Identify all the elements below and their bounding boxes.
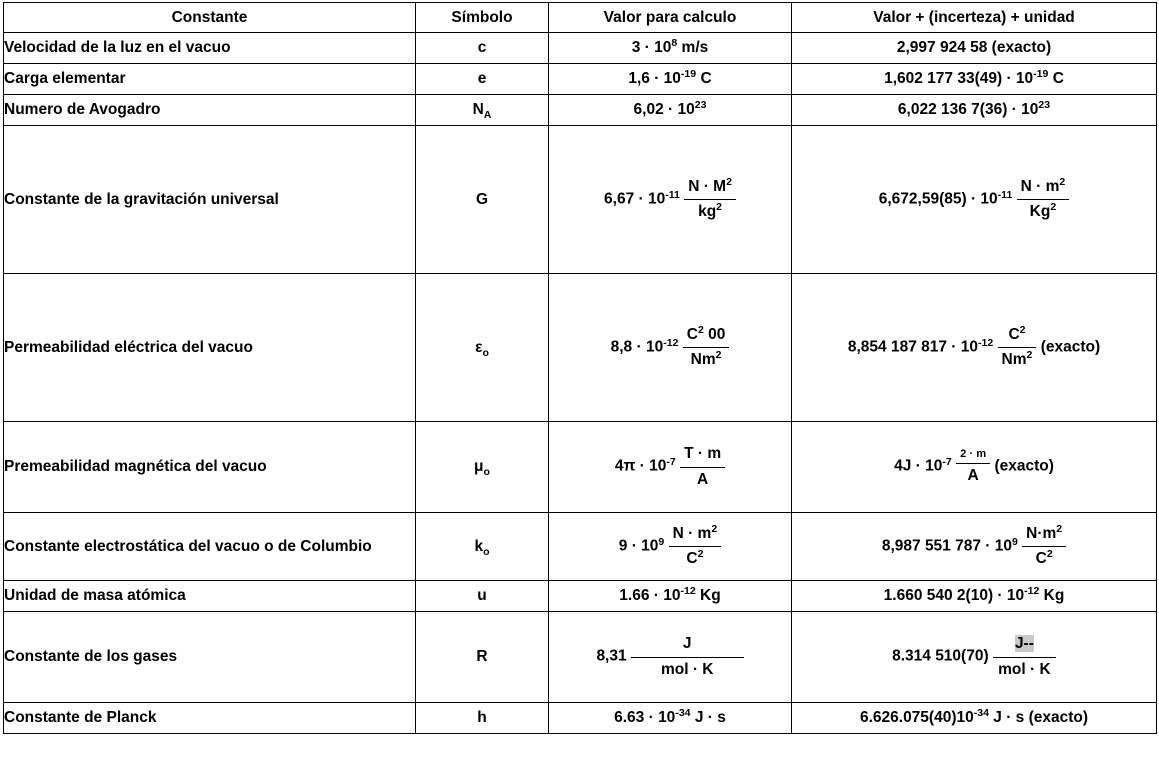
constant-calc-value [549, 612, 792, 703]
calc-mantissa: 6,67 · 10 [604, 190, 666, 208]
exact-mantissa: 1.660 540 2(10) · 10 [883, 586, 1025, 604]
exact-note: (exacto) [994, 457, 1054, 475]
exact-mantissa: 6,672,59(85) · 10 [878, 190, 998, 208]
exact-exponent: -12 [1024, 584, 1040, 597]
fraction-denominator-exponent: 2 [1026, 348, 1033, 361]
symbol-base: ε [475, 338, 483, 356]
table-row [4, 422, 1157, 513]
exact-unit: Kg [1039, 586, 1065, 604]
fraction-numerator-exponent: 2 [697, 323, 704, 336]
fraction-denominator-text: C [686, 550, 698, 567]
table-row [4, 64, 1157, 95]
fraction-denominator-exponent: 2 [1050, 200, 1057, 213]
fraction-numerator: 2 · m [956, 446, 990, 464]
calc-exponent: 8 [671, 36, 678, 49]
constant-name: Permeabilidad eléctrica del vacuo [4, 274, 416, 422]
symbol-subscript: o [483, 545, 490, 558]
constant-calc-value [549, 703, 792, 734]
calc-mantissa: 4π · 10 [614, 457, 667, 475]
exact-unit-fraction [1022, 523, 1066, 571]
symbol-base: N [472, 101, 484, 118]
fraction-numerator-text: N · m [672, 524, 712, 542]
constant-name: Unidad de masa atómica [4, 581, 416, 612]
fraction-numerator [1022, 523, 1066, 547]
calc-unit-fraction [684, 176, 736, 224]
fraction-denominator [669, 547, 722, 570]
fraction-denominator [1017, 200, 1070, 223]
constant-exact-value [792, 703, 1157, 734]
table-row [4, 612, 1157, 703]
fraction-numerator-text: J-- [1014, 635, 1034, 653]
column-header-valor-calculo: Valor para calculo [549, 3, 792, 33]
fraction-denominator [684, 200, 736, 223]
fraction-denominator: mol · K [998, 660, 1051, 678]
calc-unit: Kg [695, 586, 721, 604]
fraction-numerator-text: N · m [1020, 177, 1060, 195]
constant-exact-value [792, 126, 1157, 274]
fraction-numerator-text: C [686, 325, 698, 343]
fraction-denominator-text: kg [698, 203, 717, 220]
calc-exponent: 23 [694, 98, 707, 111]
constant-exact-value [792, 274, 1157, 422]
fraction-denominator [683, 348, 730, 371]
exact-mantissa: 8,854 187 817 · 10 [847, 338, 978, 356]
fraction-denominator-text: C [1035, 550, 1047, 567]
constant-name: Constante de la gravitación universal [4, 126, 416, 274]
fraction-numerator [1017, 176, 1070, 200]
calc-unit: J · s [690, 708, 726, 726]
fraction-numerator [684, 176, 736, 200]
exact-exponent: -12 [978, 336, 994, 349]
table-row [4, 274, 1157, 422]
constant-symbol [416, 513, 549, 581]
table-row [4, 581, 1157, 612]
fraction-denominator-exponent: 2 [697, 547, 704, 560]
calc-exponent: -12 [663, 336, 679, 349]
exact-exponent: -19 [1033, 67, 1049, 80]
physical-constants-table [3, 2, 1157, 734]
symbol-subscript: o [483, 466, 490, 479]
exact-note: (exacto) [1040, 338, 1101, 356]
calc-mantissa: 1,6 · 10 [628, 69, 681, 87]
column-header-constante: Constante [4, 3, 416, 33]
constant-exact-value [792, 422, 1157, 513]
exact-unit: C [1048, 69, 1064, 87]
exact-exponent: 23 [1038, 98, 1051, 111]
column-header-valor-incerteza: Valor + (incerteza) + unidad [792, 3, 1157, 33]
fraction-numerator [998, 324, 1037, 348]
exact-mantissa: 6.626.075(40)10 [859, 708, 974, 726]
table-header-row [4, 3, 1157, 33]
constant-name: Numero de Avogadro [4, 95, 416, 126]
exact-unit-fraction [998, 324, 1037, 372]
exact-mantissa: 8,987 551 787 · 10 [881, 537, 1012, 555]
calc-unit-fraction [631, 633, 744, 681]
calc-exponent: -12 [680, 584, 696, 597]
fraction-numerator [669, 523, 722, 547]
fraction-numerator [683, 324, 730, 348]
fraction-numerator-exponent: 2 [711, 522, 718, 535]
constant-name: Premeabilidad magnética del vacuo [4, 422, 416, 513]
constant-symbol: h [416, 703, 549, 734]
fraction-denominator-exponent: 2 [715, 348, 722, 361]
constant-exact-value: 2,997 924 58 (exacto) [792, 33, 1157, 64]
exact-exponent: -34 [973, 706, 989, 719]
symbol-subscript: o [482, 346, 489, 359]
fraction-denominator-text: Kg [1029, 203, 1051, 220]
fraction-denominator [1022, 547, 1066, 570]
exact-unit: J · s (exacto) [988, 708, 1089, 726]
calc-exponent: -34 [675, 706, 691, 719]
constant-calc-value [549, 64, 792, 95]
calc-unit: m/s [677, 38, 709, 56]
calc-mantissa: 1.66 · 10 [619, 586, 681, 604]
constant-calc-value [549, 126, 792, 274]
fraction-numerator-exponent: 2 [1019, 323, 1026, 336]
exact-unit-fraction [1017, 176, 1070, 224]
calc-mantissa: 6,02 · 10 [633, 100, 695, 118]
fraction-denominator: mol · K [660, 660, 714, 678]
fraction-numerator: T · m [680, 443, 725, 467]
calc-unit-fraction [683, 324, 730, 372]
constant-exact-value [792, 513, 1157, 581]
calc-exponent: -7 [666, 455, 676, 468]
fraction-denominator-exponent: 2 [1046, 547, 1053, 560]
exact-mantissa: 6,022 136 7(36) · 10 [897, 100, 1039, 118]
exact-unit-fraction [993, 633, 1056, 681]
calc-mantissa: 8,8 · 10 [610, 338, 664, 356]
exact-unit-fraction [956, 446, 990, 488]
constant-symbol: e [416, 64, 549, 95]
fraction-denominator: A [696, 470, 709, 488]
calc-exponent: 9 [658, 535, 665, 548]
calc-unit-fraction [669, 523, 722, 571]
constant-symbol: G [416, 126, 549, 274]
constant-exact-value [792, 612, 1157, 703]
exact-mantissa: 4Ј · 10 [894, 457, 943, 475]
calc-mantissa: 9 · 10 [618, 537, 659, 555]
constant-name: Velocidad de la luz en el vacuo [4, 33, 416, 64]
constant-calc-value [549, 581, 792, 612]
calc-mantissa: 8,31 [596, 647, 627, 665]
calc-exponent: -11 [665, 188, 680, 201]
fraction-denominator: A [967, 467, 979, 485]
fraction-numerator-text: N · M [688, 177, 727, 195]
constant-symbol: u [416, 581, 549, 612]
constant-symbol: c [416, 33, 549, 64]
calc-unit-fraction [680, 443, 725, 491]
fraction-numerator [993, 633, 1056, 657]
exact-exponent: -7 [942, 455, 952, 468]
table-row [4, 126, 1157, 274]
constant-calc-value [549, 422, 792, 513]
constant-name: Constante de los gases [4, 612, 416, 703]
constants-document [0, 2, 1159, 770]
constant-calc-value [549, 274, 792, 422]
table-row [4, 95, 1157, 126]
exact-mantissa: 8.314 510(70) [892, 647, 989, 665]
column-header-simbolo: Símbolo [416, 3, 549, 33]
constant-exact-value [792, 95, 1157, 126]
symbol-base: μ [474, 458, 484, 475]
constant-exact-value [792, 581, 1157, 612]
calc-mantissa: 3 · 10 [631, 38, 672, 56]
exact-mantissa: 1,602 177 33(49) · 10 [884, 69, 1034, 87]
table-row [4, 703, 1157, 734]
fraction-numerator-exponent: 2 [1056, 522, 1063, 535]
fraction-denominator-exponent: 2 [716, 200, 723, 213]
constant-calc-value [549, 95, 792, 126]
constant-name: Carga elementar [4, 64, 416, 95]
fraction-denominator-text: Nm [1001, 351, 1027, 368]
fraction-denominator [998, 348, 1037, 371]
exact-exponent: -11 [997, 188, 1013, 201]
constant-name: Constante electrostática del vacuo o de Columbio [4, 513, 416, 581]
constant-name: Constante de Planck [4, 703, 416, 734]
calc-mantissa: 6.63 · 10 [614, 708, 676, 726]
symbol-base: k [474, 537, 484, 555]
fraction-denominator-text: Nm [690, 351, 716, 368]
constant-calc-value [549, 33, 792, 64]
fraction-numerator-exponent: 2 [726, 175, 732, 188]
constant-exact-value [792, 64, 1157, 95]
calc-exponent: -19 [680, 67, 697, 80]
fraction-numerator-exponent: 2 [1059, 175, 1066, 188]
constant-symbol: R [416, 612, 549, 703]
fraction-numerator-text: N·m [1026, 524, 1057, 542]
symbol-subscript: A [483, 109, 492, 122]
constant-symbol [416, 274, 549, 422]
constant-symbol [416, 95, 549, 126]
fraction-numerator-text: C [1008, 325, 1020, 343]
table-row [4, 33, 1157, 64]
table-row [4, 513, 1157, 581]
constant-symbol [416, 422, 549, 513]
constant-calc-value [549, 513, 792, 581]
exact-exponent: 9 [1011, 535, 1018, 548]
fraction-numerator-suffix: 00 [703, 325, 726, 343]
calc-unit: C [696, 69, 712, 87]
fraction-numerator: J [631, 633, 744, 657]
